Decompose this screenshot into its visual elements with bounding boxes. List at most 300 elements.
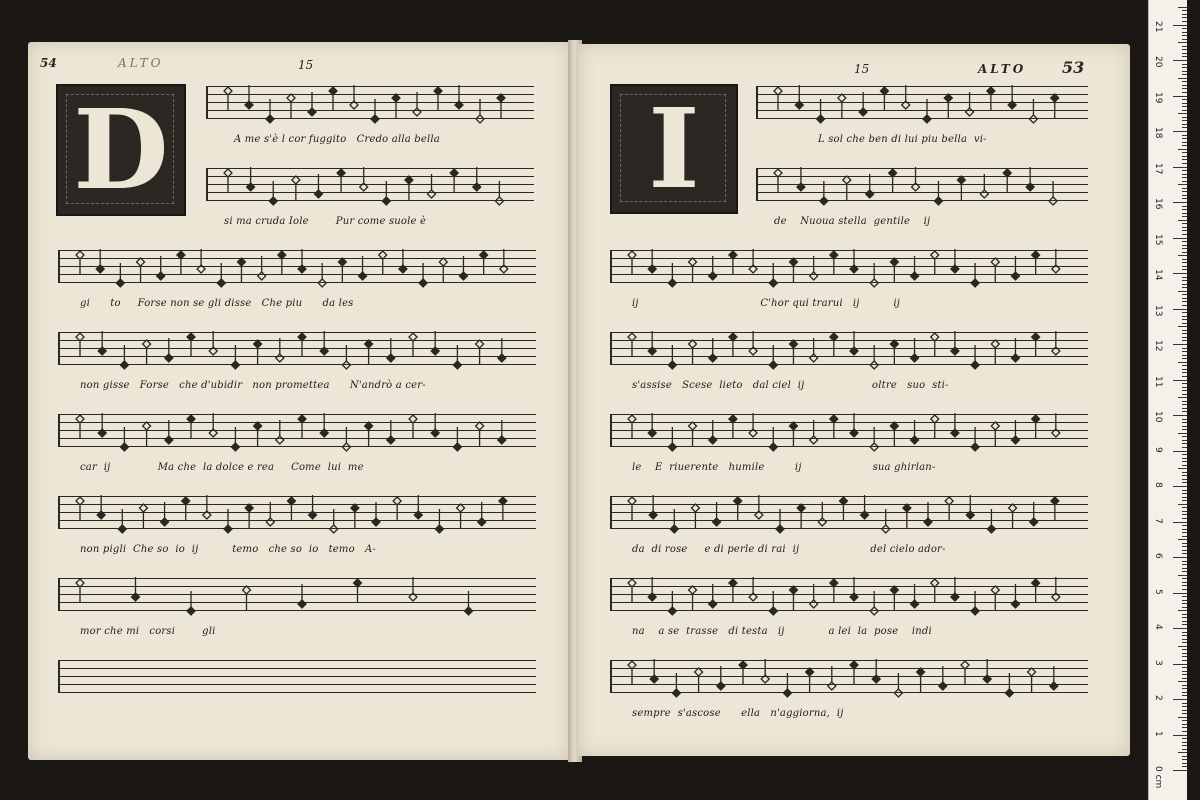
ruler-tick — [1182, 28, 1187, 29]
ruler-tick — [1182, 387, 1187, 388]
note — [648, 331, 656, 355]
ruler-tick — [1182, 259, 1187, 260]
ruler-tick — [1182, 529, 1187, 530]
ruler-tick — [1182, 227, 1187, 228]
note — [839, 497, 847, 521]
ruler-tick — [1182, 603, 1187, 604]
ruler-tick — [1182, 656, 1187, 657]
ruler-tick — [1173, 273, 1187, 274]
note — [691, 504, 699, 528]
note — [749, 331, 757, 355]
ruler-tick — [1178, 397, 1187, 398]
ruler-tick — [1178, 433, 1187, 434]
note — [1052, 331, 1060, 355]
ruler-tick — [1182, 436, 1187, 437]
note — [991, 586, 999, 610]
note — [806, 668, 814, 692]
note — [668, 345, 676, 369]
note — [96, 249, 104, 273]
notes-group — [58, 495, 536, 535]
note — [850, 331, 858, 355]
ruler-tick — [1182, 170, 1187, 171]
ruler-tick — [1173, 415, 1187, 416]
ruler-tick — [1182, 10, 1187, 11]
ruler-tick — [1178, 468, 1187, 469]
notes-group — [610, 331, 1088, 371]
ruler-tick — [1173, 522, 1187, 523]
ruler-tick — [1182, 39, 1187, 40]
ruler-label: 10 — [1153, 411, 1163, 423]
note — [97, 495, 105, 519]
note — [648, 249, 656, 273]
ruler-tick — [1182, 195, 1187, 196]
note — [991, 422, 999, 446]
initial-letter: I — [648, 84, 700, 213]
note — [399, 249, 407, 273]
ruler-tick — [1182, 543, 1187, 544]
note — [1051, 94, 1059, 118]
initial-letter: D — [73, 85, 169, 214]
ruler-tick — [1173, 96, 1187, 97]
ruler-tick — [1182, 649, 1187, 650]
ruler-label: 21 — [1153, 20, 1163, 32]
ruler-tick — [1182, 266, 1187, 267]
ruler-label: 12 — [1153, 340, 1163, 352]
note — [478, 502, 486, 526]
note — [923, 99, 931, 123]
notes-group — [58, 577, 536, 617]
ruler-tick — [1182, 213, 1187, 214]
note — [197, 249, 205, 273]
ruler-tick — [1182, 749, 1187, 750]
note — [789, 340, 797, 364]
note — [120, 427, 128, 451]
note — [668, 591, 676, 615]
note — [870, 591, 878, 615]
ruler-tick — [1182, 56, 1187, 57]
note — [939, 666, 947, 690]
ruler-tick — [1182, 525, 1187, 526]
note — [298, 333, 306, 357]
note — [143, 422, 151, 446]
note — [453, 345, 461, 369]
note — [987, 509, 995, 533]
note — [435, 509, 443, 533]
note — [203, 495, 211, 519]
note — [769, 263, 777, 287]
note — [810, 256, 818, 280]
note — [797, 167, 805, 191]
note — [761, 659, 769, 683]
note — [902, 85, 910, 109]
note — [371, 99, 379, 123]
note — [473, 167, 481, 191]
note — [165, 420, 173, 444]
note — [911, 584, 919, 608]
ruler-tick — [1173, 451, 1187, 452]
ruler-tick — [1182, 14, 1187, 15]
ruler-tick — [1182, 198, 1187, 199]
note — [1032, 251, 1040, 275]
note — [98, 413, 106, 437]
note — [870, 427, 878, 451]
ruler-tick — [1182, 596, 1187, 597]
note — [1052, 249, 1060, 273]
note — [329, 87, 337, 111]
note — [414, 495, 422, 519]
note — [320, 413, 328, 437]
left-running-head: ALTO — [118, 56, 164, 70]
ruler-label: 14 — [1153, 269, 1163, 281]
left-page-number: 54 — [40, 56, 57, 70]
note — [76, 579, 84, 603]
ruler-tick — [1182, 53, 1187, 54]
note — [1028, 668, 1036, 692]
music-staff — [58, 414, 536, 452]
note — [224, 169, 232, 193]
note — [709, 338, 717, 362]
ruler-tick — [1182, 188, 1187, 189]
note — [1032, 415, 1040, 439]
note — [137, 258, 145, 282]
ruler-tick — [1182, 589, 1187, 590]
ruler-tick — [1182, 756, 1187, 757]
note — [709, 584, 717, 608]
note — [143, 340, 151, 364]
ruler-tick — [1182, 759, 1187, 760]
ruler-tick — [1182, 230, 1187, 231]
note — [810, 420, 818, 444]
lyric-line: s'assise Scese lieto dal ciel ij oltre suo sti- — [632, 380, 949, 391]
ruler-tick — [1182, 369, 1187, 370]
note — [797, 504, 805, 528]
ruler-tick — [1182, 706, 1187, 707]
notes-group — [610, 659, 1088, 699]
ruler-tick — [1182, 440, 1187, 441]
ruler-tick — [1182, 695, 1187, 696]
ruler-tick — [1182, 720, 1187, 721]
music-staff — [58, 332, 536, 370]
note — [245, 504, 253, 528]
ruler-tick — [1182, 156, 1187, 157]
ruler-tick — [1182, 564, 1187, 565]
note — [709, 256, 717, 280]
note — [628, 497, 636, 521]
note — [428, 174, 436, 198]
ruler-tick — [1182, 745, 1187, 746]
ruler-tick — [1178, 255, 1187, 256]
music-staff — [756, 86, 1088, 124]
ruler-tick — [1182, 667, 1187, 668]
note — [870, 263, 878, 287]
note — [409, 333, 417, 357]
note — [1011, 256, 1019, 280]
ruler-tick — [1182, 323, 1187, 324]
lyric-line: mor che mi corsi gli — [80, 626, 216, 637]
ruler-tick — [1182, 678, 1187, 679]
note — [818, 502, 826, 526]
notes-group — [58, 413, 536, 453]
music-staff — [206, 86, 534, 124]
note — [870, 345, 878, 369]
ruler-tick — [1182, 67, 1187, 68]
decorated-initial-i — [610, 84, 738, 214]
notes-group — [610, 495, 1088, 535]
note — [480, 251, 488, 275]
note — [980, 174, 988, 198]
ruler-tick — [1182, 88, 1187, 89]
note — [983, 659, 991, 683]
note — [894, 673, 902, 697]
note — [231, 345, 239, 369]
note — [455, 85, 463, 109]
music-staff — [610, 660, 1088, 698]
note — [276, 420, 284, 444]
note — [880, 87, 888, 111]
notes-group — [610, 413, 1088, 453]
note — [755, 495, 763, 519]
note — [850, 661, 858, 685]
note — [314, 174, 322, 198]
lyric-line: non pigli Che so io ij temo che so io temo A- — [80, 544, 376, 555]
ruler-tick — [1182, 490, 1187, 491]
note — [1032, 579, 1040, 603]
ruler-tick — [1182, 546, 1187, 547]
note — [431, 331, 439, 355]
note — [1050, 666, 1058, 690]
notes-group — [58, 249, 536, 289]
note — [318, 263, 326, 287]
note — [945, 497, 953, 521]
note — [217, 263, 225, 287]
note — [266, 502, 274, 526]
right-running-head: ALTO — [978, 62, 1027, 76]
note — [409, 415, 417, 439]
note — [931, 333, 939, 357]
ruler-tick — [1182, 497, 1187, 498]
ruler-tick — [1182, 106, 1187, 107]
music-staff — [610, 414, 1088, 452]
note — [795, 85, 803, 109]
note — [387, 338, 395, 362]
lyric-line: na a se trasse di testa ij a lei la pose indi — [632, 626, 932, 637]
ruler-tick — [1173, 131, 1187, 132]
note — [431, 413, 439, 437]
note — [859, 92, 867, 116]
ruler-label: 13 — [1153, 304, 1163, 316]
note — [789, 586, 797, 610]
note — [237, 258, 245, 282]
note — [951, 331, 959, 355]
note — [342, 345, 350, 369]
ruler-label: 18 — [1153, 127, 1163, 139]
ruler-tick — [1178, 539, 1187, 540]
music-staff — [58, 250, 536, 288]
note — [379, 251, 387, 275]
ruler-tick — [1182, 120, 1187, 121]
ruler-tick — [1182, 206, 1187, 207]
ruler-tick — [1182, 124, 1187, 125]
note — [729, 415, 737, 439]
note — [689, 422, 697, 446]
note — [670, 509, 678, 533]
ruler-tick — [1182, 348, 1187, 349]
note — [413, 92, 421, 116]
ruler-tick — [1182, 383, 1187, 384]
note — [931, 415, 939, 439]
ruler-tick — [1182, 411, 1187, 412]
decorated-initial-d — [56, 84, 186, 216]
note — [991, 258, 999, 282]
note — [450, 169, 458, 193]
music-staff — [610, 578, 1088, 616]
ruler-tick — [1182, 674, 1187, 675]
left-folio: 15 — [298, 58, 314, 72]
note — [810, 584, 818, 608]
note — [734, 497, 742, 521]
note — [749, 413, 757, 437]
ruler-tick — [1182, 742, 1187, 743]
note — [911, 256, 919, 280]
ruler-tick — [1182, 142, 1187, 143]
ruler-tick — [1182, 727, 1187, 728]
note — [298, 249, 306, 273]
ruler-tick — [1182, 685, 1187, 686]
notes-group — [610, 577, 1088, 617]
ruler-tick — [1182, 17, 1187, 18]
ruler-tick — [1178, 752, 1187, 753]
ruler-tick — [1182, 568, 1187, 569]
note — [76, 415, 84, 439]
ruler-tick — [1182, 475, 1187, 476]
right-page-number: 53 — [1062, 58, 1085, 77]
ruler-tick — [1182, 422, 1187, 423]
note — [689, 340, 697, 364]
ruler-tick — [1182, 312, 1187, 313]
note — [76, 251, 84, 275]
note — [830, 251, 838, 275]
note — [298, 584, 306, 608]
note — [672, 673, 680, 697]
note — [453, 427, 461, 451]
note — [405, 176, 413, 200]
note — [850, 249, 858, 273]
right-folio: 15 — [854, 62, 870, 76]
note — [668, 427, 676, 451]
note — [749, 249, 757, 273]
note — [789, 258, 797, 282]
ruler-tick — [1182, 532, 1187, 533]
note — [292, 176, 300, 200]
note — [890, 258, 898, 282]
note — [161, 502, 169, 526]
note — [628, 661, 636, 685]
note — [628, 251, 636, 275]
ruler-tick — [1178, 7, 1187, 8]
ruler-label: 5 — [1153, 588, 1163, 595]
ruler-tick — [1173, 699, 1187, 700]
note — [709, 420, 717, 444]
ruler-label: 19 — [1153, 91, 1163, 103]
ruler-tick — [1173, 664, 1187, 665]
ruler-tick — [1182, 223, 1187, 224]
note — [278, 251, 286, 275]
ruler-tick — [1178, 149, 1187, 150]
ruler-tick — [1182, 103, 1187, 104]
ruler-tick — [1178, 113, 1187, 114]
ruler-tick — [1173, 167, 1187, 168]
ruler-tick — [1182, 458, 1187, 459]
ruler-label: 2 — [1153, 695, 1163, 701]
note — [944, 94, 952, 118]
note — [392, 94, 400, 118]
note — [495, 181, 503, 205]
ruler-tick — [1182, 127, 1187, 128]
ruler-tick — [1182, 429, 1187, 430]
note — [830, 579, 838, 603]
ruler-tick — [1173, 593, 1187, 594]
ruler-tick — [1182, 181, 1187, 182]
ruler-tick — [1182, 763, 1187, 764]
note — [931, 251, 939, 275]
ruler-tick — [1182, 71, 1187, 72]
ruler-label: 8 — [1153, 482, 1163, 488]
note — [668, 263, 676, 287]
note — [419, 263, 427, 287]
ruler-label: 16 — [1153, 198, 1163, 210]
note — [1011, 420, 1019, 444]
ruler-tick — [1182, 518, 1187, 519]
note — [354, 579, 362, 603]
ruler-tick — [1173, 344, 1187, 345]
ruler-tick — [1182, 46, 1187, 47]
lyric-line: gi to Forse non se gli disse Che piu da les — [80, 298, 354, 309]
note — [911, 420, 919, 444]
ruler-tick — [1173, 25, 1187, 26]
lyric-line: de Nuoua stella gentile ij — [774, 216, 931, 227]
ruler-tick — [1182, 316, 1187, 317]
notes-group — [58, 659, 536, 699]
note — [917, 668, 925, 692]
note — [689, 258, 697, 282]
note — [713, 502, 721, 526]
ruler-tick — [1173, 309, 1187, 310]
ruler-tick — [1182, 404, 1187, 405]
ruler-tick — [1182, 390, 1187, 391]
ruler-label: 4 — [1153, 624, 1163, 630]
note — [866, 174, 874, 198]
ruler-tick — [1182, 408, 1187, 409]
note — [810, 338, 818, 362]
music-staff — [206, 168, 534, 206]
note — [830, 333, 838, 357]
note — [187, 415, 195, 439]
note — [98, 331, 106, 355]
ruler-tick — [1178, 575, 1187, 576]
note — [628, 579, 636, 603]
note — [987, 87, 995, 111]
note — [1008, 85, 1016, 109]
note — [911, 338, 919, 362]
ruler-tick — [1182, 138, 1187, 139]
note — [971, 591, 979, 615]
ruler-tick — [1182, 277, 1187, 278]
ruler-tick — [1182, 365, 1187, 366]
ruler-tick — [1182, 514, 1187, 515]
note — [500, 249, 508, 273]
note — [861, 495, 869, 519]
note — [628, 415, 636, 439]
